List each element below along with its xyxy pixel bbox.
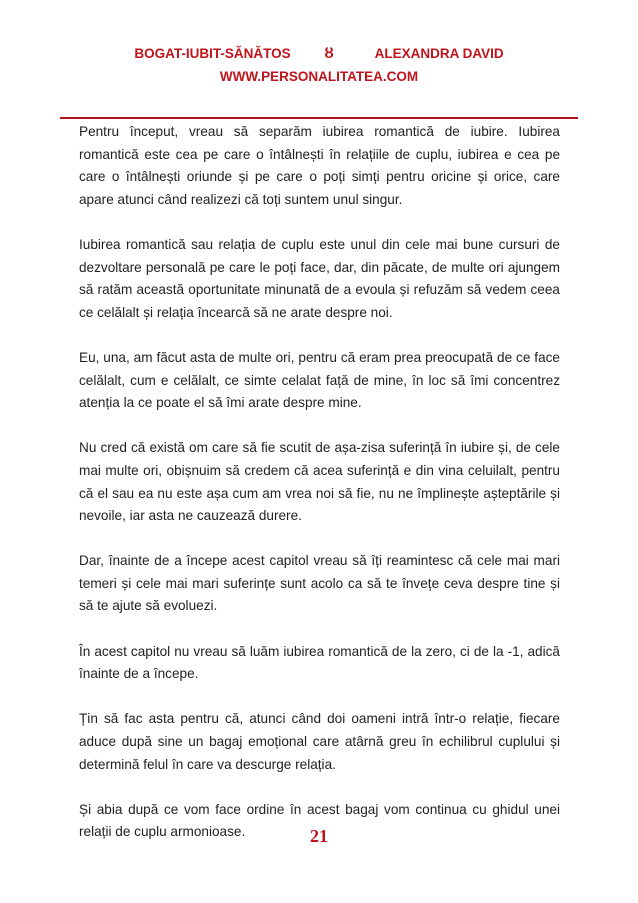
page-header — [0, 44, 638, 87]
paragraph: Pentru început, vreau să separăm iubirea romantică de iubire. Iubirea romantică este cea pe care o întâlnești în relațiile de cuplu, iubirea e cea pe care o întâlnești oriunde și pe care o poți simți pentru oricine și orice, care apare atunci când realizezi că toți suntem unul singur. — [79, 124, 560, 207]
paragraph: Iubirea romantică sau relația de cuplu este unul din cele mai bune cursuri de dezvoltare personală pe care le poți face, dar, din păcate, de multe ori ajungem să ratăm această oportunitate minunată de a evoula și refuzăm să vedem ceea ce celălalt și relația încearcă să ne arate despre noi. — [79, 236, 560, 320]
author-name: ALEXANDRA DAVID — [374, 46, 504, 61]
book-title: BOGAT-IUBIT-SĂNĂTOS — [134, 46, 291, 61]
paragraph: Și abia după ce vom face ordine în acest bagaj vom continua cu ghidul unei relații de cuplu armonioase. — [79, 801, 560, 840]
paragraph: Dar, înainte de a începe acest capitol vreau să îți reamintesc că cele mai mari temeri și cele mai mari suferințe sunt acolo ca să te învețe ceva despre tine și să te ajute să evoluezi. — [79, 553, 560, 614]
website-link[interactable]: WWW.PERSONALITATEA.COM — [219, 69, 419, 84]
paragraph: Nu cred că există om care să fie scutit de așa-zisa suferință în iubire și, de cele mai multe ori, obișnuim să credem că acea suferință e din vina celuilalt, pentru că el sau ea nu este așa cum am vrea noi să fie, nu ne împlinește așteptările și nevoile, iar asta ne cauzează durere. — [79, 440, 560, 524]
page-number: 21 — [310, 826, 328, 846]
header-divider — [60, 117, 578, 119]
page-body — [79, 121, 560, 844]
header-title-line — [0, 44, 638, 64]
ornament-icon: ȣ — [324, 45, 333, 62]
paragraph: Eu, una, am făcut asta de multe ori, pentru că eram prea preocupată de ce face celălalt, cum e celălalt, ce simte celalat față de mine, în loc să îmi concentrez atenția la ce poate el să îmi arate despre mine. — [79, 349, 560, 411]
paragraph: Țin să fac asta pentru că, atunci când doi oameni intră într-o relație, fiecare aduce după sine un bagaj emoțional care atârnă greu în echilibrul cuplului și determină felul în care va descurge relația. — [79, 711, 560, 772]
paragraph: În acest capitol nu vreau să luăm iubirea romantică de la zero, ci de la -1, adică înainte de a începe. — [79, 643, 560, 682]
